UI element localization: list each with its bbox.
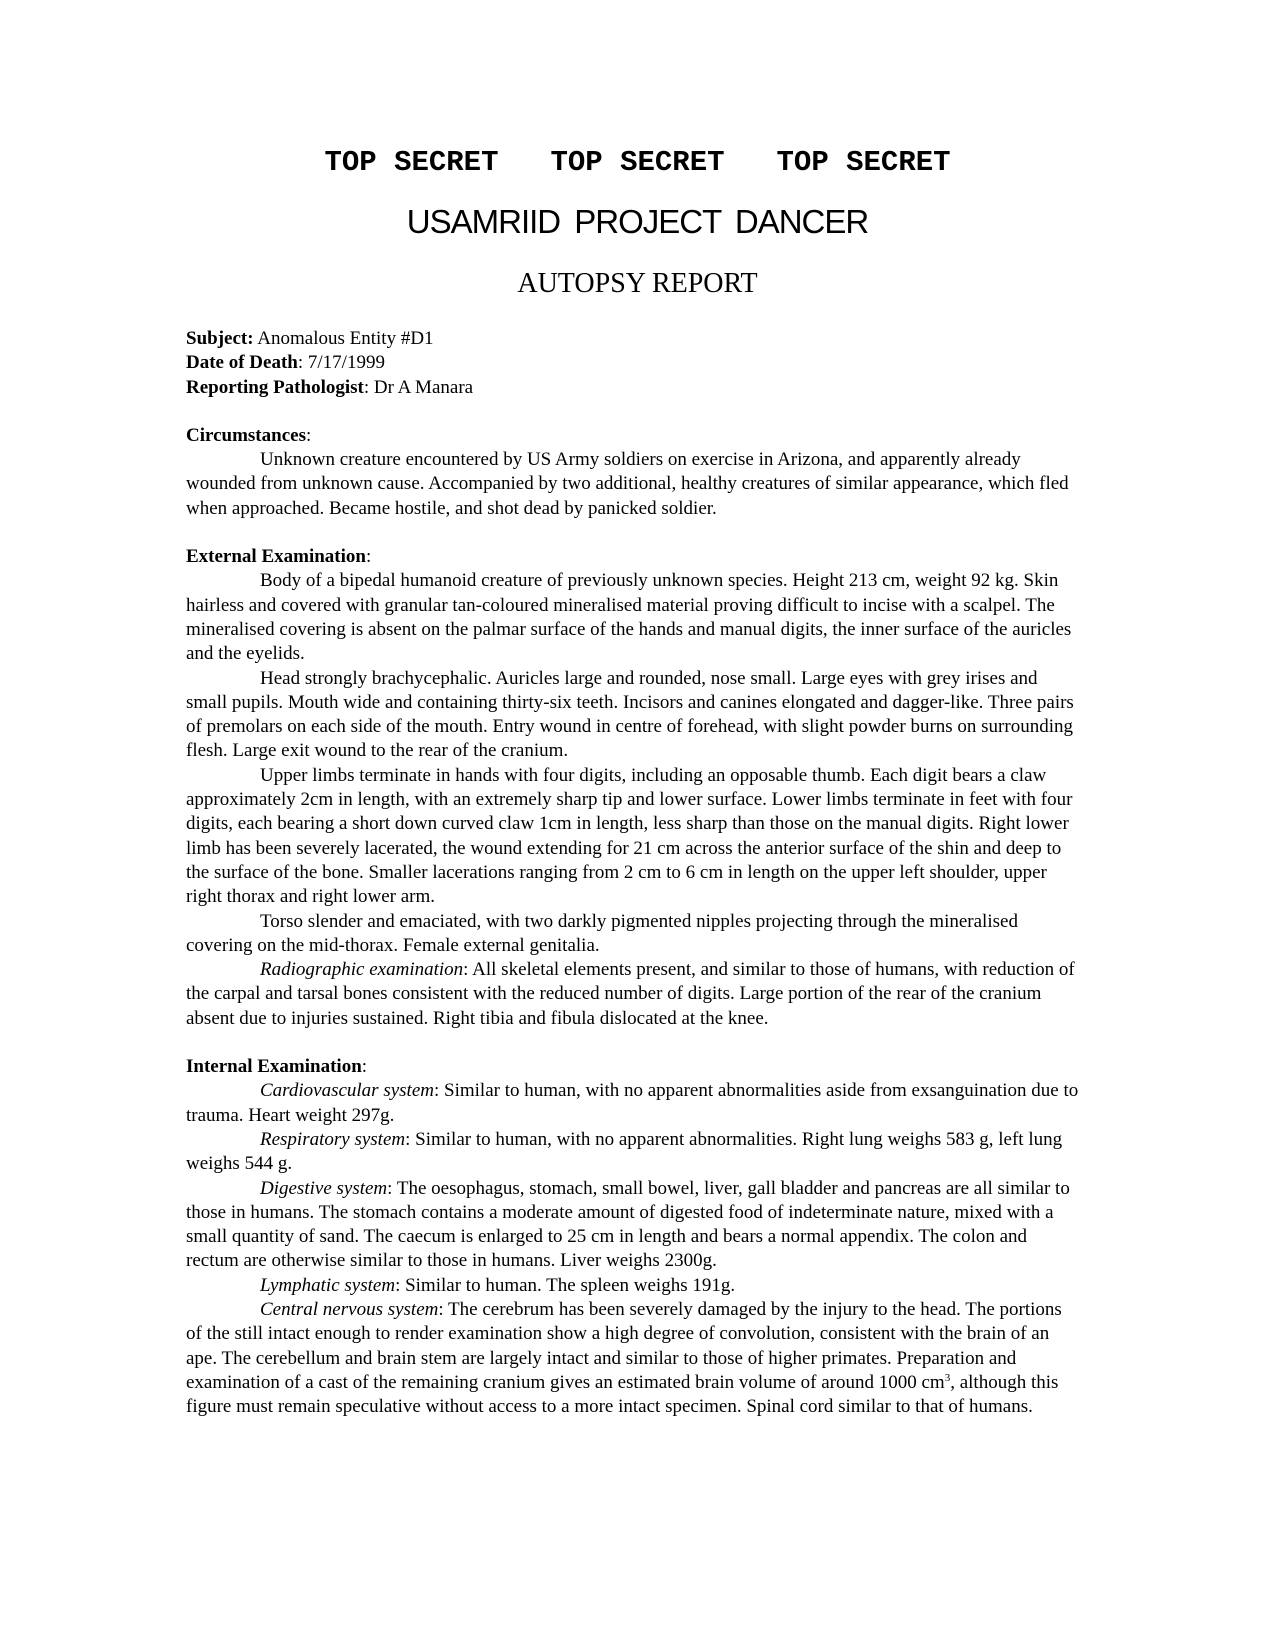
respiratory-paragraph	[186, 1128, 1081, 1177]
subject-value: Anomalous Entity #D1	[253, 328, 434, 349]
section-heading: Circumstances:	[186, 424, 312, 446]
subsection-label: Lymphatic system	[260, 1274, 396, 1296]
section-heading-text: Internal Examination	[186, 1056, 362, 1078]
report-title: AUTOPSY REPORT	[517, 268, 758, 299]
paragraph: Upper limbs terminate in hands with four digits, including an opposable thumb. Each digit bears a claw approximately 2cm in length, with an extremely sharp tip and lower surface. Lower limbs terminate in feet with four digits, each bearing a short down curved claw 1cm in length, less sharp than those on the manual digits. Right lower limb has been severely lacerated, the wound extending for 21 cm across the anterior surface of the shin and deep to the surface of the bone. Smaller lacerations ranging from 2 cm to 6 cm in length on the upper left shoulder, upper right thorax and right lower arm.	[186, 764, 1073, 908]
central-nervous-paragraph	[186, 1298, 1081, 1419]
date-of-death-value: : 7/17/1999	[297, 352, 385, 374]
subsection-text: : The oesophagus, stomach, small bowel, liver, gall bladder and pancreas are all similar to those in humans. The stomach contains a moderate amount of digested food of indeterminate nature, mixed with a small quantity of sand. The caecum is enlarged to 25 cm in length and bears a normal appendix. The colon and rectum are otherwise similar to those in humans. Liver weighs 2300g.	[186, 1177, 1070, 1272]
radiographic-paragraph	[186, 958, 1081, 1031]
internal-examination-section	[186, 1055, 1081, 1419]
date-of-death-label: Date of Death	[186, 352, 298, 374]
external-examination-section	[186, 545, 1081, 1031]
subsection-label: Central nervous system	[260, 1298, 439, 1320]
subsection-text: : The cerebrum has been severely damaged by the injury to the head. The portions of the still intact enough to render examination show a high degree of convolution, consistent with the brain of an ape. The cerebellum and brain stem are largely intact and similar to those of higher primates. Preparation and examination of a cast of the remaining cranium gives an estimated brain volume of around 1000 cm	[186, 1298, 1062, 1393]
classification-label: TOP SECRET	[550, 146, 725, 179]
section-heading: Internal Examination:	[186, 1056, 368, 1078]
pathologist-line	[186, 376, 1081, 400]
subsection-text: , although this figure must remain speculative without access to a more intact specimen. Spinal cord similar to that of humans.	[186, 1371, 1059, 1418]
subject-line	[186, 327, 1081, 351]
lymphatic-paragraph	[186, 1274, 1081, 1298]
pathologist-value: : Dr A Manara	[363, 376, 474, 398]
project-name: USAMRIID PROJECT DANCER	[406, 203, 869, 240]
paragraph: Torso slender and emaciated, with two darkly pigmented nipples projecting through the mineralised covering on the mid-thorax. Female external genitalia.	[186, 910, 1018, 956]
superscript: 3	[944, 1371, 951, 1384]
classification-banner	[0, 146, 1275, 179]
paragraph: Head strongly brachycephalic. Auricles large and rounded, nose small. Large eyes with grey irises and small pupils. Mouth wide and containing thirty-six teeth. Incisors and canines elongated and dagger-like. Three pairs of premolars on each side of the mouth. Entry wound in centre of forehead, with slight powder burns on surrounding flesh. Large exit wound to the rear of the cranium.	[186, 667, 1074, 762]
subsection-label: Cardiovascular system	[260, 1080, 434, 1102]
digestive-paragraph	[186, 1177, 1081, 1274]
circumstances-section	[186, 424, 1081, 521]
subsection-label: Radiographic examination	[260, 959, 464, 981]
subsection-text: : All skeletal elements present, and similar to those of humans, with reduction of the carpal and tarsal bones consistent with the reduced number of digits. Large portion of the rear of the cranium absent due to injuries sustained. Right tibia and fibula dislocated at the knee.	[186, 959, 1075, 1029]
subsection-text: : Similar to human, with no apparent abnormalities aside from exsanguination due to trauma. Heart weight 297g.	[186, 1080, 1079, 1126]
subsection-text: : Similar to human, with no apparent abnormalities. Right lung weighs 583 g, left lung weighs 544 g.	[186, 1128, 1063, 1175]
subsection-label: Respiratory system	[260, 1128, 406, 1150]
classification-label: TOP SECRET	[324, 146, 499, 179]
cardiovascular-paragraph	[186, 1079, 1081, 1128]
date-of-death-line	[186, 351, 1081, 375]
paragraph: Unknown creature encountered by US Army soldiers on exercise in Arizona, and apparently already wounded from unknown cause. Accompanied by two additional, healthy creatures of similar appearance, which fled when approached. Became hostile, and shot dead by panicked soldier.	[186, 449, 1069, 519]
section-heading: External Examination:	[186, 546, 372, 568]
section-heading-text: External Examination	[186, 546, 366, 568]
subsection-label: Digestive system	[260, 1177, 388, 1199]
report-body	[186, 327, 1081, 1419]
pathologist-label: Reporting Pathologist	[186, 376, 364, 398]
subject-label: Subject:	[186, 328, 254, 349]
subsection-text: : Similar to human. The spleen weighs 191g.	[395, 1274, 736, 1296]
report-metadata	[186, 327, 1081, 400]
classification-label: TOP SECRET	[776, 146, 951, 179]
paragraph: Body of a bipedal humanoid creature of previously unknown species. Height 213 cm, weight 92 kg. Skin hairless and covered with granular tan-coloured mineralised material proving difficult to incise with a scalpel. The mineralised covering is absent on the palmar surface of the hands and manual digits, the inner surface of the auricles and the eyelids.	[186, 570, 1072, 665]
section-heading-text: Circumstances	[186, 424, 306, 446]
